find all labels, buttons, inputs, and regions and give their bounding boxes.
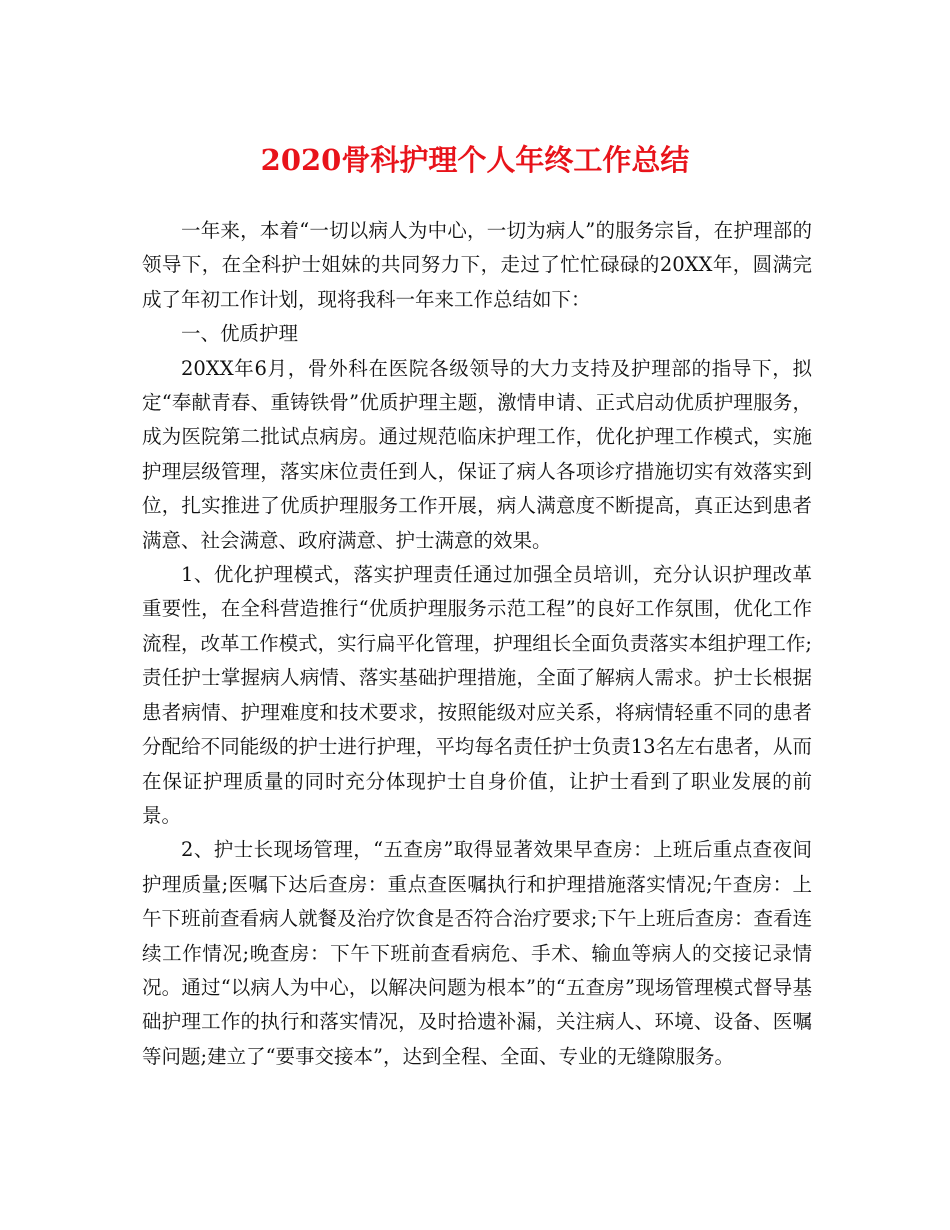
document-title: 2020骨科护理个人年终工作总结 [260,143,690,177]
paragraph-item-1: 1、优化护理模式，落实护理责任通过加强全员培训，充分认识护理改革重要性，在全科营造推行“优质护理服务示范工程”的良好工作氛围，优化工作流程，改革工作模式，实行扁平化管理，护理组长全面负责落实本组护理工作;责任护士掌握病人病情、落实基础护理措施，全面了解病人需求。护士长根据患者病情、护理难度和技术要求，按照能级对应关系，将病情轻重不同的患者分配给不同能级的护士进行护理，平均每名责任护士负责13名左右患者，从而在保证护理质量的同时充分体现护士自身价值，让护士看到了职业发展的前景。 [142,563,812,827]
section-heading-quality-nursing: 一、优质护理 [181,322,299,346]
paragraph-item-2: 2、护士长现场管理，“五查房”取得显著效果早查房：上班后重点查夜间护理质量;医嘱下达后查房：重点查医嘱执行和护理措施落实情况;午查房：上午下班前查看病人就餐及治疗饮食是否符合治疗要求;下午上班后查房：查看连续工作情况;晚查房：下午下班前查看病危、手术、输血等病人的交接记录情况。通过“以病人为中心，以解决问题为根本”的“五查房”现场管理模式督导基础护理工作的执行和落实情况，及时拾遗补漏，关注病人、环境、设备、医嘱等问题;建立了“要事交接本”，达到全程、全面、专业的无缝隙服务。 [142,838,812,1068]
paragraph-intro: 一年来，本着“一切以病人为中心，一切为病人”的服务宗旨，在护理部的领导下，在全科护士姐妹的共同努力下，走过了忙忙碌碌的20XX年，圆满完成了年初工作计划，现将我科一年来工作总结如下： [142,219,812,311]
paragraph-quality-nursing: 20XX年6月，骨外科在医院各级领导的大力支持及护理部的指导下，拟定“奉献青春、重铸铁骨”优质护理主题，激情申请、正式启动优质护理服务，成为医院第二批试点病房。通过规范临床护理工作，优化护理工作模式，实施护理层级管理，落实床位责任到人，保证了病人各项诊疗措施切实有效落实到位，扎实推进了优质护理服务工作开展，病人满意度不断提高，真正达到患者满意、社会满意、政府满意、护士满意的效果。 [142,356,812,552]
document-body [142,214,812,1074]
